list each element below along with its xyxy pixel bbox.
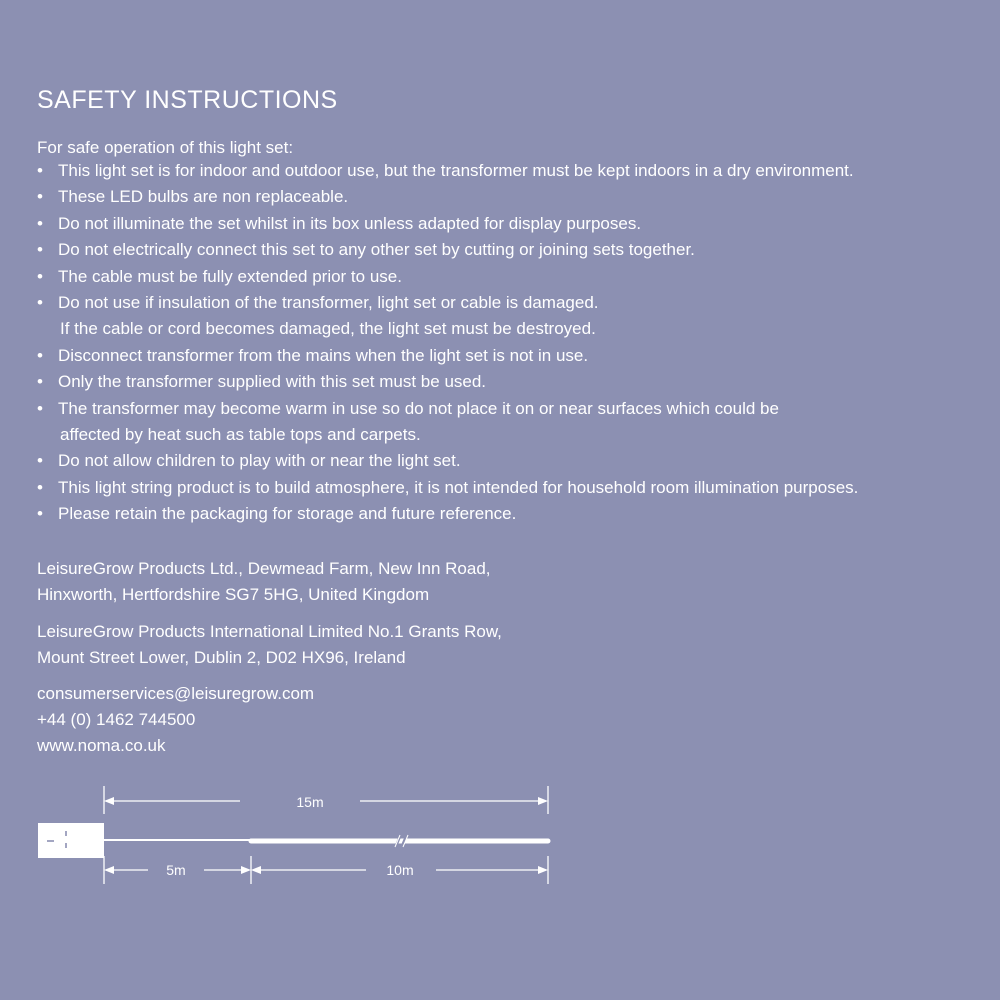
address-uk-line2: Hinxworth, Hertfordshire SG7 5HG, United Kingdom xyxy=(37,585,430,604)
list-item xyxy=(37,184,967,210)
bullet-icon: • xyxy=(37,213,43,233)
list-item-text: These LED bulbs are non replaceable. xyxy=(58,187,349,207)
arrow-lit-right xyxy=(538,866,548,874)
address-ie-line2: Mount Street Lower, Dublin 2, D02 HX96, Ireland xyxy=(37,648,406,667)
list-item xyxy=(37,369,967,395)
bullet-icon: • xyxy=(37,477,43,497)
address-ie-line1: LeisureGrow Products International Limited No.1 Grants Row, xyxy=(37,622,502,641)
bullet-icon: • xyxy=(37,451,43,471)
address-uk-line1: LeisureGrow Products Ltd., Dewmead Farm, New Inn Road, xyxy=(37,559,491,578)
list-item-text: Disconnect transformer from the mains when the light set is not in use. xyxy=(58,345,589,365)
address-ie xyxy=(37,619,502,671)
list-item xyxy=(37,211,967,237)
contact-phone: +44 (0) 1462 744500 xyxy=(37,710,196,729)
bullet-icon: • xyxy=(37,345,43,365)
list-item-text: Only the transformer supplied with this set must be used. xyxy=(58,372,487,392)
list-item-text: Do not illuminate the set whilst in its box unless adapted for display purposes. xyxy=(58,213,642,233)
list-item-text-continued: If the cable or cord becomes damaged, the light set must be destroyed. xyxy=(60,319,596,339)
arrow-lit-left xyxy=(251,866,261,874)
list-item-text: Do not allow children to play with or near the light set. xyxy=(58,451,461,471)
list-item-text: This light string product is to build atmosphere, it is not intended for household room illumination purposes. xyxy=(58,477,859,497)
list-item xyxy=(37,290,967,343)
list-item-text-continued: affected by heat such as table tops and carpets. xyxy=(60,425,421,445)
arrow-lead-left xyxy=(104,866,114,874)
total-length-label: 15m xyxy=(296,794,324,810)
contact-web: www.noma.co.uk xyxy=(37,736,166,755)
arrow-left-total xyxy=(104,797,114,805)
list-item xyxy=(37,264,967,290)
contact-block xyxy=(37,681,314,759)
list-item-text: The cable must be fully extended prior to use. xyxy=(58,266,402,286)
bullet-icon: • xyxy=(37,240,43,260)
intro-text: For safe operation of this light set: xyxy=(37,138,294,157)
list-item xyxy=(37,448,967,474)
list-item xyxy=(37,158,967,184)
contact-email: consumerservices@leisuregrow.com xyxy=(37,684,315,703)
bullet-icon: • xyxy=(37,266,43,286)
list-item xyxy=(37,475,967,501)
bullet-icon: • xyxy=(37,293,43,313)
list-item xyxy=(37,237,967,263)
list-item-text: The transformer may become warm in use so do not place it on or near surfaces which could be xyxy=(58,398,779,418)
list-item xyxy=(37,501,967,527)
address-uk xyxy=(37,556,491,608)
list-item-text: Please retain the packaging for storage and future reference. xyxy=(58,504,517,524)
lead-length-label: 5m xyxy=(166,862,186,878)
bullet-icon: • xyxy=(37,398,43,418)
list-item-text: Do not use if insulation of the transformer, light set or cable is damaged. xyxy=(58,293,599,313)
bullet-icon: • xyxy=(37,161,43,180)
bullet-icon: • xyxy=(37,504,43,524)
list-item-text: This light set is for indoor and outdoor use, but the transformer must be kept indoors in a dry environment. xyxy=(58,161,854,180)
arrow-right-total xyxy=(538,797,548,805)
list-item xyxy=(37,343,967,369)
lit-length-label: 10m xyxy=(386,862,414,878)
list-item xyxy=(37,396,967,449)
bullet-icon: • xyxy=(37,187,43,207)
list-item-text: Do not electrically connect this set to any other set by cutting or joining sets together. xyxy=(58,240,695,260)
safety-list xyxy=(37,158,967,528)
bullet-icon: • xyxy=(37,372,43,392)
arrow-lead-right xyxy=(241,866,251,874)
page-title: SAFETY INSTRUCTIONS xyxy=(37,86,338,114)
cable-length-diagram xyxy=(0,780,1000,900)
